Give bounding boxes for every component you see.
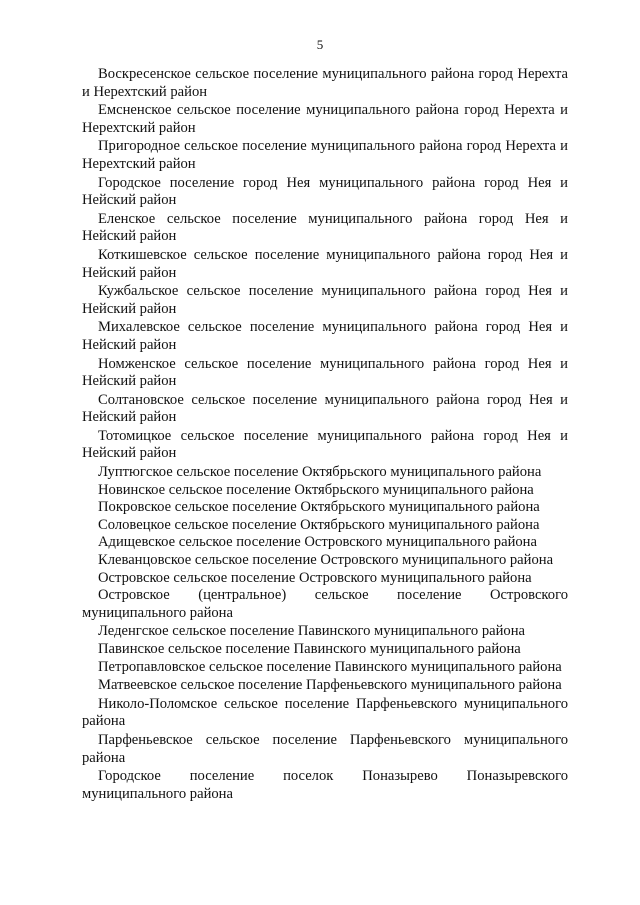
list-item: Островское сельское поселение Островского муниципального района bbox=[98, 569, 532, 586]
page-number: 5 bbox=[316, 37, 324, 52]
list-item: Воскресенское сельское поселение муниципального района город Нерехта и Нерехтский район bbox=[82, 66, 568, 100]
list-item: Павинское сельское поселение Павинского муниципального района bbox=[98, 641, 521, 657]
list-item: Номженское сельское поселение муниципального района город Нея и Нейский район bbox=[82, 355, 568, 390]
list-item: Клеванцовское сельское поселение Островского муниципального района bbox=[98, 552, 554, 569]
list-item: Новинское сельское поселение Октябрьского муниципального района bbox=[98, 481, 534, 498]
list-item: Пригородное сельское поселение муниципального района город Нерехта и Нерехтский район bbox=[82, 138, 568, 172]
list-item: Парфеньевское сельское поселение Парфеньевского муниципального района bbox=[82, 731, 568, 766]
list-item: Солтановское сельское поселение муниципального района город Нея и Нейский район bbox=[82, 391, 568, 426]
settlement-list bbox=[82, 66, 568, 804]
list-item: Городское поселение поселок Поназырево Поназыревского муниципального района bbox=[82, 768, 568, 802]
list-item: Кужбальское сельское поселение муниципального района город Нея и Нейский район bbox=[82, 283, 568, 317]
list-item: Адищевское сельское поселение Островского муниципального района bbox=[98, 534, 537, 551]
list-item: Михалевское сельское поселение муниципального района город Нея и Нейский район bbox=[82, 319, 568, 353]
list-item: Луптюгское сельское поселение Октябрьского муниципального района bbox=[98, 464, 542, 481]
list-item: Матвеевское сельское поселение Парфеньевского муниципального района bbox=[98, 677, 562, 694]
list-item: Петропавловское сельское поселение Павинского муниципального района bbox=[98, 658, 562, 675]
list-item: Покровское сельское поселение Октябрьского муниципального района bbox=[98, 499, 540, 516]
list-item: Островское (центральное) сельское поселение Островского муниципального района bbox=[82, 587, 568, 621]
list-item: Соловецкое сельское поселение Октябрьского муниципального района bbox=[98, 516, 540, 533]
list-item: Коткишевское сельское поселение муниципального района город Нея и Нейский район bbox=[82, 246, 568, 281]
list-item: Николо-Поломское сельское поселение Парфеньевского муниципального района bbox=[82, 695, 568, 730]
list-item: Леденгское сельское поселение Павинского муниципального района bbox=[98, 623, 526, 640]
list-item: Емсненское сельское поселение муниципального района город Нерехта и Нерехтский район bbox=[82, 102, 568, 136]
list-item: Городское поселение город Нея муниципального района город Нея и Нейский район bbox=[82, 174, 568, 209]
list-item: Тотомицкое сельское поселение муниципального района город Нея и Нейский район bbox=[82, 427, 568, 462]
list-item: Еленское сельское поселение муниципального района город Нея и Нейский район bbox=[82, 210, 568, 245]
